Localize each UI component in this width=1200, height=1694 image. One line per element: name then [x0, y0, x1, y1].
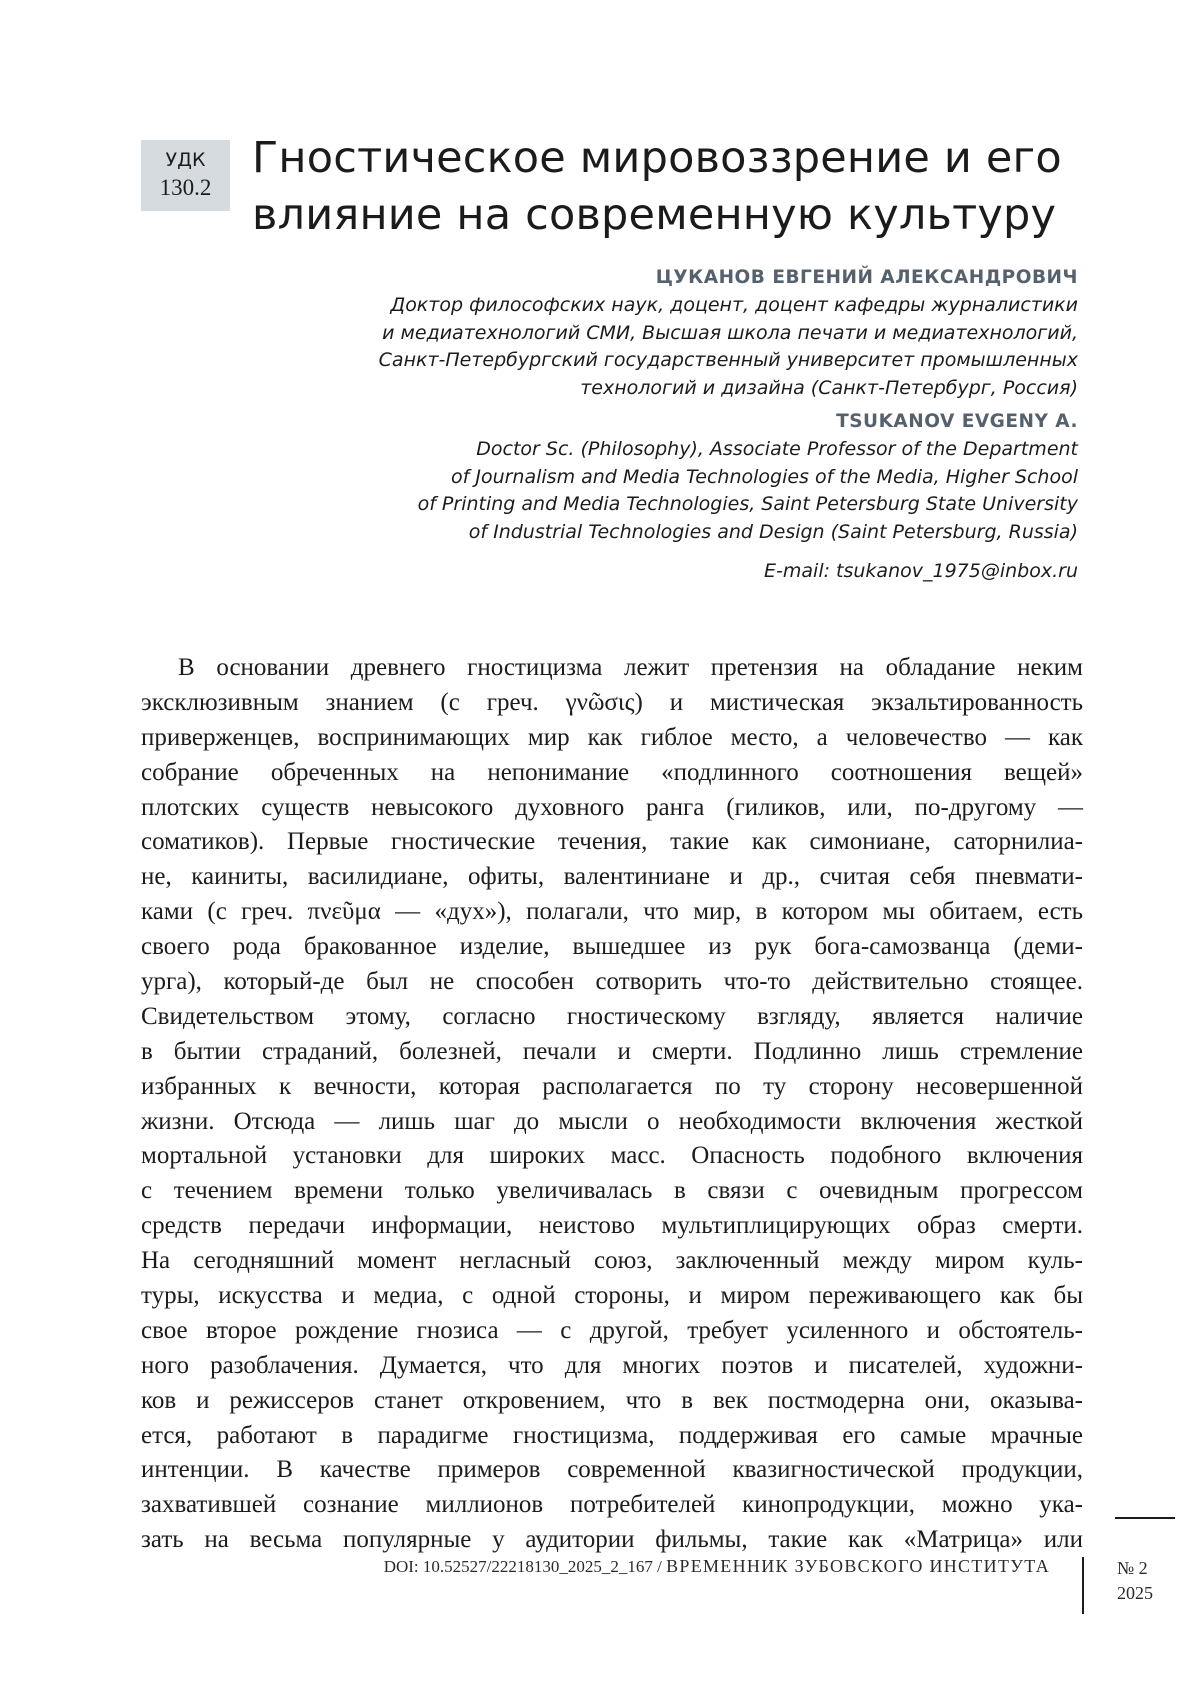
body-line: соматиков). Первые гностические течения, такие как симониане, саторнилиа- [141, 828, 1083, 856]
footer-divider [1082, 1557, 1084, 1614]
author-email: E-mail: tsukanov_1975@inbox.ru [764, 560, 1078, 582]
body-line: средств передачи информации, неистово мультиплицирующих образ смерти. [141, 1212, 1083, 1240]
body-line: туры, искусства и медиа, с одной стороны, и миром переживающего как бы [141, 1282, 1083, 1310]
footer-separator: / [652, 1557, 667, 1576]
title-line: Гностическое мировоззрение и его [252, 133, 1062, 183]
body-line: ного разоблачения. Думается, что для многих поэтов и писателей, художни- [141, 1351, 1083, 1379]
affiliation-ru [218, 292, 1078, 402]
body-line: с течением времени только увеличивалась в связи с очевидным прогрессом [141, 1177, 1083, 1205]
affiliation-line: Doctor Sc. (Philosophy), Associate Professor of the Department [476, 438, 1078, 460]
body-line: ков и режиссеров станет откровением, что в век постмодерна они, оказыва- [141, 1386, 1083, 1414]
article-title [252, 130, 1092, 244]
issue-info [1117, 1556, 1153, 1606]
udk-label: УДК [165, 149, 206, 171]
body-line: захватившей сознание миллионов потребителей кинопродукции, можно ука- [141, 1491, 1083, 1519]
body-line: своего рода бракованное изделие, вышедшее из рук бога-самозванца (деми- [141, 933, 1083, 961]
body-line: ками (с греч. πνεῦμα — «дух»), полагали, что мир, в котором мы обитаем, есть [141, 898, 1083, 926]
udk-code: 130.2 [159, 175, 212, 200]
doi: DOI: 10.52527/22218130_2025_2_167 [383, 1557, 653, 1576]
affiliation-line: of Industrial Technologies and Design (Saint Petersburg, Russia) [468, 520, 1078, 543]
body-line: собрание обреченных на непонимание «подлинного соотношения вещей» [141, 758, 1083, 786]
body-line: избранных к вечности, которая располагается по ту сторону несовершенной [141, 1072, 1083, 1100]
affiliation-line: of Printing and Media Technologies, Saint Petersburg State University [417, 493, 1078, 515]
author-name-en: TSUKANOV EVGENY A. [836, 411, 1078, 432]
body-line: зать на весьма популярные у аудитории фильмы, такие как «Матрица» или [141, 1526, 1083, 1554]
affiliation-line: Санкт-Петербургский государственный университет промышленных [378, 349, 1078, 371]
body-line: Свидетельством этому, согласно гностическому взгляду, является наличие [141, 1002, 1083, 1030]
affiliation-line: Доктор философских наук, доцент, доцент кафедры журналистики [390, 294, 1078, 316]
body-line: В основании древнего гностицизма лежит претензия на обладание неким [178, 654, 1083, 681]
title-line: влияние на современную культуру [252, 190, 1057, 240]
body-line: На сегодняшний момент негласный союз, заключенный между миром куль- [141, 1247, 1083, 1275]
body-line: интенции. В качестве примеров современной квазигностической продукции, [141, 1456, 1083, 1484]
page-footer [270, 1554, 1050, 1579]
body-line: урга), который-де был не способен сотворить что-то действительно стоящее. [141, 968, 1083, 996]
author-info [218, 264, 1078, 586]
article-body [141, 651, 1083, 1558]
affiliation-line: of Journalism and Media Technologies of the Media, Higher School [451, 465, 1078, 488]
issue-year: 2025 [1117, 1583, 1153, 1603]
body-line: приверженцев, воспринимающих мир как гиблое место, а человечество — как [141, 723, 1083, 751]
body-line: свое второе рождение гнозиса — с другой, требует усиленного и обстоятель- [141, 1316, 1083, 1344]
body-line: плотских существ невысокого духовного ранга (гиликов, или, по-другому — [141, 793, 1083, 821]
affiliation-line: и медиатехнологий СМИ, Высшая школа печати и медиатехнологий, [382, 321, 1078, 344]
body-line: ется, работают в парадигме гностицизма, поддерживая его самые мрачные [141, 1421, 1083, 1449]
author-name-ru: ЦУКАНОВ ЕВГЕНИЙ АЛЕКСАНДРОВИЧ [655, 267, 1078, 288]
margin-rule [1115, 1517, 1175, 1519]
udk-badge [141, 140, 230, 211]
body-line: в бытии страданий, болезней, печали и смерти. Подлинно лишь стремление [141, 1037, 1083, 1065]
affiliation-line: технологий и дизайна (Санкт-Петербург, Россия) [580, 376, 1078, 399]
issue-number: № 2 [1117, 1558, 1148, 1578]
body-line: жизни. Отсюда — лишь шаг до мысли о необходимости включения жесткой [141, 1107, 1083, 1135]
journal-name: ВРЕМЕННИК ЗУБОВСКОГО ИНСТИТУТА [666, 1556, 1050, 1576]
affiliation-en [218, 436, 1078, 546]
body-line: эксклюзивным знанием (с греч. γνῶσις) и мистическая экзальтированность [141, 688, 1083, 716]
body-line: не, каиниты, василидиане, офиты, валентиниане и др., считая себя пневмати- [141, 863, 1083, 891]
body-line: мортальной установки для широких масс. Опасность подобного включения [141, 1142, 1083, 1170]
